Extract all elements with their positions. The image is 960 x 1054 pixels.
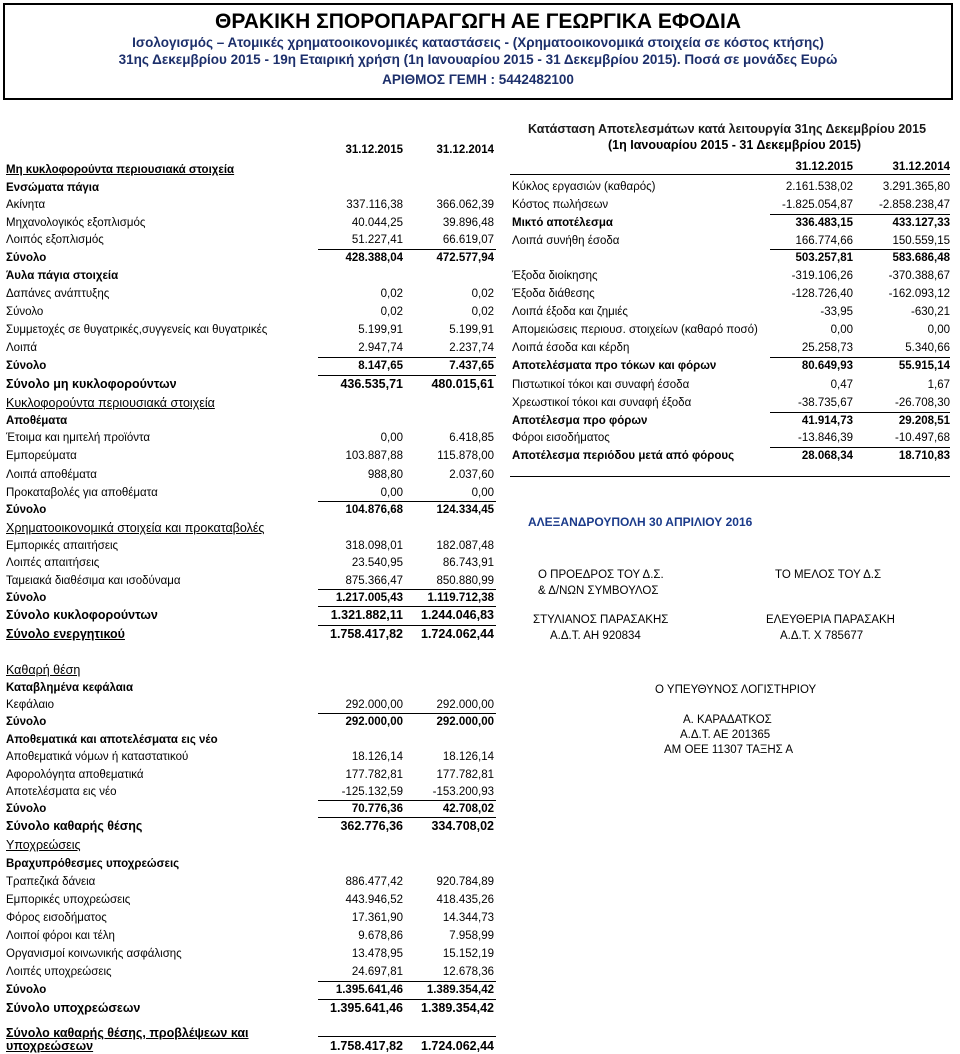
balance-row-label: Οργανισμοί κοινωνικής ασφάλισης (6, 948, 182, 960)
balance-row-label: Σύνολο (6, 984, 47, 996)
balance-value-2014: 86.743,91 (442, 557, 494, 569)
balance-row-label: Δαπάνες ανάπτυξης (6, 288, 110, 300)
balance-row-label: Σύνολο (6, 360, 47, 372)
place-date: ΑΛΕΞΑΝΔΡΟΥΠΟΛΗ 30 ΑΠΡΙΛΙΟΥ 2016 (528, 515, 753, 529)
total-rule (318, 981, 496, 982)
income-value-2015: -13.846,39 (798, 432, 853, 444)
balance-row-label: Φόρος εισοδήματος (6, 912, 107, 924)
balance-value-2015: 51.227,41 (351, 234, 403, 246)
income-value-2015: 41.914,73 (801, 415, 853, 427)
income-total-rule (770, 214, 950, 215)
balance-value-2014: 14.344,73 (442, 912, 494, 924)
balance-value-2014: 182.087,48 (436, 540, 494, 552)
balance-value-2014: 1.389.354,42 (426, 984, 494, 996)
balance-row-label: Κυκλοφορούντα περιουσιακά στοιχεία (6, 396, 215, 410)
balance-value-2014: 6.418,85 (449, 432, 494, 444)
balance-value-2014: 1.389.354,42 (421, 1001, 494, 1015)
balance-value-2015: 0,00 (380, 432, 403, 444)
balance-row-label: Χρηματοοικονομικά στοιχεία και προκαταβολές (6, 521, 265, 535)
company-name: ΘΡΑΚΙΚΗ ΣΠΟΡΟΠΑΡΑΓΩΓΗ ΑΕ ΓΕΩΡΓΙΚΑ ΕΦΟΔΙΑ (214, 10, 741, 33)
income-period: (1η Ιανουαρίου 2015 - 31 Δεκεμβρίου 2015) (608, 138, 862, 152)
balance-row-label: Λοιποί φόροι και τέλη (6, 930, 115, 942)
income-value-2014: -2.858.238,47 (879, 199, 950, 211)
balance-value-2015: 104.876,68 (345, 504, 403, 516)
balance-value-2014: 42.708,02 (442, 803, 494, 815)
balance-value-2015: 8.147,65 (358, 360, 403, 372)
balance-row-label: Αφορολόγητα αποθεματικά (6, 769, 144, 781)
balance-value-2014: 334.708,02 (431, 819, 494, 833)
income-value-2014: -162.093,12 (888, 288, 950, 300)
income-value-2014: 29.208,51 (898, 415, 950, 427)
income-col-2014: 31.12.2014 (892, 161, 950, 173)
income-value-2015: -38.735,67 (798, 397, 853, 409)
balance-value-2014: 2.237,74 (449, 342, 494, 354)
balance-row-label: Ταμειακά διαθέσιμα και ισοδύναμα (6, 575, 181, 587)
income-total-rule (770, 447, 950, 448)
income-title: Κατάσταση Αποτελεσμάτων κατά λειτουργία 31ης Δεκεμβρίου 2015 (528, 122, 927, 136)
balance-value-2015: 988,80 (367, 469, 403, 481)
balance-value-2015: 292.000,00 (345, 716, 403, 728)
member-name: ΕΛΕΥΘΕΡΙΑ ΠΑΡΑΣΑΚΗ (766, 614, 895, 626)
balance-value-2014: 2.037,60 (449, 469, 494, 481)
accountant-reg: ΑΜ ΟΕΕ 11307 ΤΑΞΗΣ Α (664, 744, 793, 756)
balance-value-2015: 0,02 (380, 306, 403, 318)
balance-value-2014: 15.152,19 (442, 948, 494, 960)
balance-row-label: Άυλα πάγια στοιχεία (6, 270, 119, 282)
income-value-2015: -128.726,40 (791, 288, 853, 300)
income-row-label: Μικτό αποτέλεσμα (512, 217, 613, 229)
income-total-rule (770, 412, 950, 413)
balance-row-label: Μηχανολογικός εξοπλισμός (6, 217, 146, 229)
balance-value-2014: 18.126,14 (442, 751, 494, 763)
balance-row-label: Κεφάλαιο (6, 699, 55, 711)
accountant-name: Α. ΚΑΡΑΔΑΤΚΟΣ (683, 714, 772, 726)
income-total-rule (770, 357, 950, 358)
balance-value-2015: 1.321.882,11 (330, 608, 403, 622)
balance-value-2015: 18.126,14 (351, 751, 403, 763)
income-row-label: Αποτελέσματα προ τόκων και φόρων (512, 360, 717, 372)
balance-value-2015: 0,00 (380, 487, 403, 499)
income-total-rule (770, 249, 950, 250)
income-value-2015: -319.106,26 (791, 270, 853, 282)
president-id: Α.Δ.Τ. ΑΗ 920834 (550, 630, 641, 642)
income-value-2014: 583.686,48 (892, 252, 950, 264)
member-title: ΤΟ ΜΕΛΟΣ ΤΟΥ Δ.Σ (775, 569, 882, 581)
balance-row-label: Σύνολο (6, 504, 47, 516)
balance-value-2015: 443.946,52 (345, 894, 403, 906)
president-title: Ο ΠΡΟΕΔΡΟΣ ΤΟΥ Δ.Σ. (538, 569, 664, 581)
balance-value-2014: 0,02 (471, 306, 494, 318)
balance-row-label: Σύνολο (6, 716, 47, 728)
period-subtitle: 31ης Δεκεμβρίου 2015 - 19η Εταιρική χρήση (1η Ιανουαρίου 2015 - 31 Δεκεμβρίου 2015). Ποσά σε μονάδες Ευρώ (118, 52, 838, 67)
balance-value-2015: 23.540,95 (351, 557, 403, 569)
balance-value-2014: 920.784,89 (436, 876, 494, 888)
balance-value-2014: 292.000,00 (436, 699, 494, 711)
balance-value-2015: 103.887,88 (345, 450, 403, 462)
balance-value-2015: 362.776,36 (340, 819, 403, 833)
balance-row-label: Σύνολο (6, 252, 47, 264)
income-row-label: Λοιπά συνήθη έσοδα (512, 235, 620, 247)
income-value-2014: 433.127,33 (892, 217, 950, 229)
balance-col-2014: 31.12.2014 (436, 144, 494, 156)
balance-value-2015: 886.477,42 (345, 876, 403, 888)
balance-row-label: Σύνολο υποχρεώσεων (6, 1001, 141, 1015)
income-value-2014: -630,21 (910, 306, 950, 318)
balance-row-label: Βραχυπρόθεσμες υποχρεώσεις (6, 858, 180, 870)
balance-row-label: Σύνολο κυκλοφορούντων (6, 608, 158, 622)
balance-value-2015: 1.217.005,43 (335, 592, 403, 604)
balance-value-2014: -153.200,93 (432, 786, 494, 798)
balance-row-label: Εμπορικές υποχρεώσεις (6, 894, 131, 906)
income-value-2015: 166.774,66 (795, 235, 853, 247)
balance-value-2015: 436.535,71 (340, 377, 403, 391)
income-value-2015: 25.258,73 (801, 342, 853, 354)
total-rule (318, 999, 496, 1000)
balance-row-label: Αποθεματικά και αποτελέσματα εις νέο (6, 734, 218, 746)
income-value-2015: 80.649,93 (801, 360, 853, 372)
balance-value-2015: 24.697,81 (351, 966, 403, 978)
balance-value-2015: 40.044,25 (351, 217, 403, 229)
balance-col-2015: 31.12.2015 (345, 144, 403, 156)
balance-value-2015: -125.132,59 (341, 786, 403, 798)
total-rule (318, 375, 496, 376)
balance-value-2015: 13.478,95 (351, 948, 403, 960)
income-col-2015: 31.12.2015 (795, 161, 853, 173)
income-value-2014: 150.559,15 (892, 235, 950, 247)
income-value-2014: -370.388,67 (888, 270, 950, 282)
balance-value-2014: 39.896,48 (442, 217, 494, 229)
gemi-number: ΑΡΙΘΜΟΣ ΓΕΜΗ : 5442482100 (382, 72, 574, 87)
balance-value-2014: 292.000,00 (436, 716, 494, 728)
balance-value-2014: 850.880,99 (436, 575, 494, 587)
balance-row-label: Σύνολο καθαρής θέσης (6, 819, 143, 833)
income-value-2014: -26.708,30 (895, 397, 950, 409)
income-value-2015: 503.257,81 (795, 252, 853, 264)
balance-value-2014: 0,00 (471, 487, 494, 499)
balance-value-2014: 418.435,26 (436, 894, 494, 906)
balance-row-label: Ακίνητα (6, 199, 46, 211)
balance-value-2015: 428.388,04 (345, 252, 403, 264)
income-value-2014: 0,00 (927, 324, 950, 336)
income-row-label: Κύκλος εργασιών (καθαρός) (512, 181, 656, 193)
final-total-rule (318, 1036, 496, 1037)
income-row-label: Χρεωστικοί τόκοι και συναφή έξοδα (512, 397, 692, 409)
balance-value-2015: 1.758.417,82 (330, 627, 403, 641)
balance-row-label: Καταβλημένα κεφάλαια (6, 682, 134, 694)
total-rule (318, 589, 496, 590)
balance-row-label: Προκαταβολές για αποθέματα (6, 487, 158, 499)
balance-value-2014: 177.782,81 (436, 769, 494, 781)
balance-row-label: Μη κυκλοφορούντα περιουσιακά στοιχεία (6, 164, 235, 176)
balance-value-2014: 1.119.712,38 (427, 592, 494, 604)
final-total-2014: 1.724.062,44 (421, 1039, 494, 1053)
income-value-2015: 0,47 (830, 379, 853, 391)
total-rule (318, 713, 496, 714)
balance-row-label: Λοιπές υποχρεώσεις (6, 966, 112, 978)
balance-value-2015: 5.199,91 (358, 324, 403, 336)
income-value-2015: 2.161.538,02 (785, 181, 853, 193)
balance-row-label: Αποθέματα (6, 415, 68, 427)
balance-value-2014: 5.199,91 (449, 324, 494, 336)
total-rule (318, 625, 496, 626)
income-row-label: Λοιπά έξοδα και ζημιές (512, 306, 628, 318)
balance-row-label: Εμπορικές απαιτήσεις (6, 540, 119, 552)
balance-value-2014: 12.678,36 (442, 966, 494, 978)
income-row-label: Λοιπά έσοδα και κέρδη (512, 342, 630, 354)
balance-row-label: Σύνολο ενεργητικού (6, 627, 125, 641)
accountant-id: Α.Δ.Τ. ΑΕ 201365 (680, 729, 771, 741)
balance-value-2014: 7.437,65 (449, 360, 494, 372)
balance-value-2015: 2.947,74 (358, 342, 403, 354)
income-value-2014: 3.291.365,80 (882, 181, 950, 193)
income-row-label: Κόστος πωλήσεων (512, 199, 609, 211)
balance-row-label: Λοιπά αποθέματα (6, 469, 97, 481)
statement-subtitle: Ισολογισμός – Ατομικές χρηματοοικονομικές καταστάσεις - (Χρηματοοικονομικά στοιχεία σε κόστος κτήσης) (132, 35, 824, 50)
balance-value-2015: 292.000,00 (345, 699, 403, 711)
income-value-2014: 1,67 (927, 379, 950, 391)
final-label-line1: Σύνολο καθαρής θέσης, προβλέψεων και (6, 1026, 249, 1040)
total-rule (318, 249, 496, 250)
income-row-label: Έξοδα διοίκησης (512, 270, 598, 282)
balance-row-label: Λοιπά (6, 342, 38, 354)
balance-value-2015: 318.098,01 (345, 540, 403, 552)
balance-row-label: Σύνολο (6, 803, 47, 815)
balance-row-label: Λοιπός εξοπλισμός (6, 234, 104, 246)
balance-row-label: Έτοιμα και ημιτελή προϊόντα (6, 432, 151, 444)
balance-value-2014: 115.878,00 (437, 450, 494, 462)
balance-value-2014: 66.619,07 (442, 234, 494, 246)
income-row-label: Έξοδα διάθεσης (512, 288, 595, 300)
total-rule (318, 817, 496, 818)
income-value-2015: 28.068,34 (801, 450, 853, 462)
balance-row-label: Εμπορεύματα (6, 450, 77, 462)
income-row-label: Απομειώσεις περιουσ. στοιχείων (καθαρό ποσό) (512, 324, 758, 336)
balance-row-label: Σύνολο μη κυκλοφορούντων (6, 377, 177, 391)
member-id: Α.Δ.Τ. Χ 785677 (780, 630, 864, 642)
balance-value-2015: 875.366,47 (345, 575, 403, 587)
total-rule (318, 800, 496, 801)
income-value-2014: 55.915,14 (898, 360, 950, 372)
income-row-label: Φόροι εισοδήματος (512, 432, 610, 444)
balance-value-2015: 1.395.641,46 (335, 984, 403, 996)
balance-value-2014: 7.958,99 (449, 930, 494, 942)
president-name: ΣΤΥΛΙΑΝΟΣ ΠΑΡΑΣΑΚΗΣ (533, 614, 669, 626)
balance-value-2015: 1.395.641,46 (330, 1001, 403, 1015)
balance-row-label: Τραπεζικά δάνεια (6, 876, 96, 888)
balance-row-label: Λοιπές απαιτήσεις (6, 557, 100, 569)
balance-row-label: Αποθεματικά νόμων ή καταστατικού (6, 751, 189, 763)
balance-row-label: Υποχρεώσεις (6, 838, 81, 852)
balance-value-2015: 9.678,86 (358, 930, 403, 942)
balance-row-label: Ενσώματα πάγια (6, 182, 100, 194)
balance-row-label: Σύνολο (6, 306, 44, 318)
income-value-2015: -33,95 (820, 306, 853, 318)
income-value-2014: 5.340,66 (905, 342, 950, 354)
income-value-2015: -1.825.054,87 (782, 199, 853, 211)
balance-row-label: Συμμετοχές σε θυγατρικές,συγγενείς και θυγατρικές (6, 324, 268, 336)
document-header (3, 3, 953, 100)
balance-row-label: Σύνολο (6, 592, 47, 604)
balance-value-2014: 0,02 (471, 288, 494, 300)
income-value-2015: 336.483,15 (795, 217, 853, 229)
total-rule (318, 357, 496, 358)
final-total-2015: 1.758.417,82 (330, 1039, 403, 1053)
income-value-2014: 18.710,83 (898, 450, 950, 462)
balance-value-2015: 17.361,90 (351, 912, 403, 924)
balance-value-2014: 1.244.046,83 (421, 608, 494, 622)
income-row-label: Πιστωτικοί τόκοι και συναφή έσοδα (512, 379, 690, 391)
balance-value-2015: 337.116,38 (346, 199, 403, 211)
accountant-title: Ο ΥΠΕΥΘΥΝΟΣ ΛΟΓΙΣΤΗΡΙΟΥ (655, 684, 817, 696)
balance-value-2015: 0,02 (380, 288, 403, 300)
president-role: & Δ/ΝΩΝ ΣΥΜΒΟΥΛΟΣ (538, 585, 659, 597)
balance-value-2015: 177.782,81 (345, 769, 403, 781)
balance-row-label: Καθαρή θέση (6, 663, 81, 677)
income-bottom-rule (510, 476, 950, 477)
balance-value-2015: 70.776,36 (351, 803, 403, 815)
balance-value-2014: 366.062,39 (436, 199, 494, 211)
income-header-rule (510, 174, 950, 175)
balance-row-label: Αποτελέσματα εις νέο (6, 786, 117, 798)
balance-value-2014: 124.334,45 (436, 504, 494, 516)
balance-value-2014: 480.015,61 (431, 377, 494, 391)
income-value-2015: 0,00 (830, 324, 853, 336)
total-rule (318, 501, 496, 502)
balance-value-2014: 1.724.062,44 (421, 627, 494, 641)
income-value-2014: -10.497,68 (895, 432, 950, 444)
total-rule (318, 606, 496, 607)
final-label-line2: υποχρεώσεων (6, 1039, 94, 1053)
income-row-label: Αποτέλεσμα προ φόρων (512, 415, 648, 427)
balance-value-2014: 472.577,94 (436, 252, 494, 264)
income-row-label: Αποτέλεσμα περιόδου μετά από φόρους (512, 450, 735, 462)
